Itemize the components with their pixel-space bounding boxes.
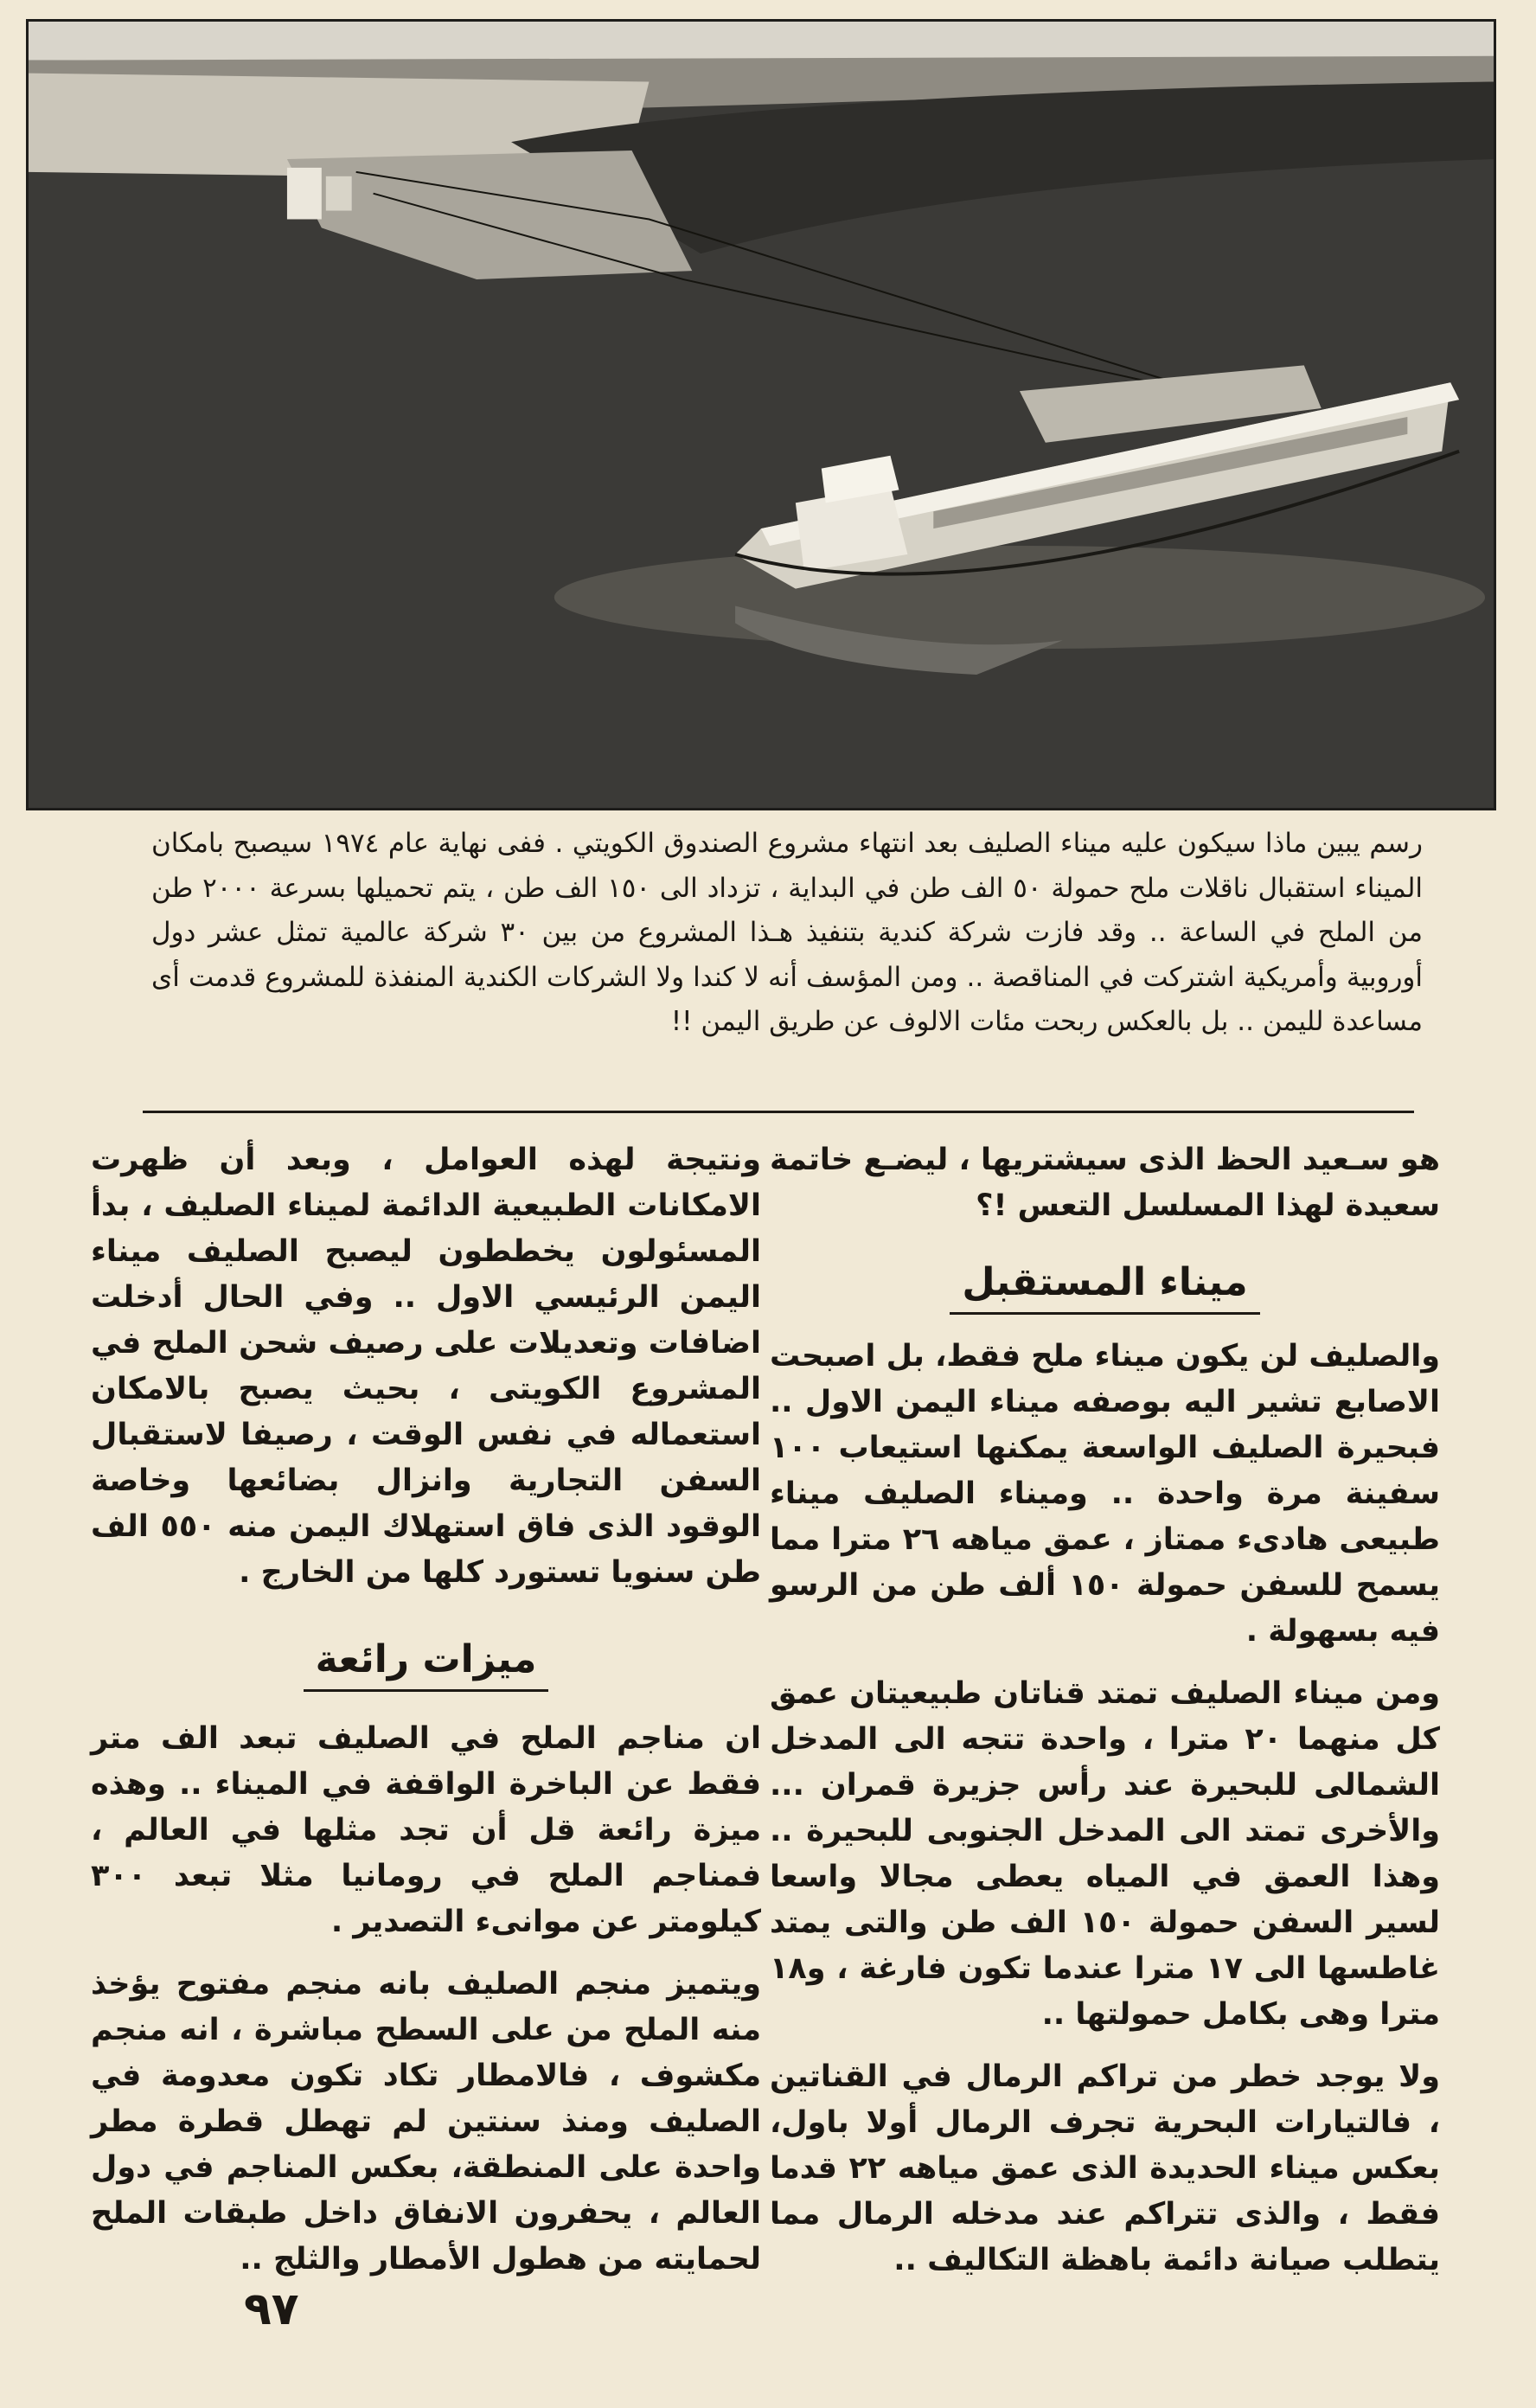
page-number: ٩٧ [244, 2283, 299, 2335]
column-intro-paragraph: ونتيجة لهذه العوامل ، وبعد أن ظهرت الامكانات الطبيعية الدائمة لميناء الصليف ، بدأ المسئولون يخططون ليصبح الصليف ميناء اليمن الرئيسي الاول .. وفي الحال أدخلت اضافات وتعديلات على رصيف شحن الملح في المشروع الكويتى ، بحيث يصبح بالامكان استعماله في نفس الوقت ، رصيفا لاستقبال السفن التجارية وانزال بضائعها وخاصة الوقود الذى فاق استهلاك اليمن منه ٥٥٠ الف طن سنويا تستورد كلها من الخارج . [91, 1143, 761, 1590]
article-column-left [91, 1137, 761, 2283]
body-paragraph: ولا يوجد خطر من تراكم الرمال في القناتين ، فالتيارات البحرية تجرف الرمال أولا باول، بعكس ميناء الحديدة الذى عمق مياهه ٢٢ قدما فقط ، والذى تتراكم عند مدخله الرمال مما يتطلب صيانة دائمة باهظة التكاليف .. [770, 2059, 1440, 2277]
body-paragraph: والصليف لن يكون ميناء ملح فقط، بل اصبحت الاصابع تشير اليه بوصفه ميناء اليمن الاول .. فبحيرة الصليف الواسعة يمكنها استيعاب ١٠٠ سفينة مرة واحدة .. وميناء الصليف ميناء طبيعى هادىء ممتاز ، عمق مياهه ٢٦ مترا مما يسمح للسفن حمولة ١٥٠ ألف طن من الرسو فيه بسهولة . [770, 1339, 1441, 1649]
port-ship-photo [26, 19, 1496, 810]
section-heading-text: ميزات رائعة [304, 1632, 549, 1692]
body-paragraph: ان مناجم الملح في الصليف تبعد الف متر فقط عن الباخرة الواقفة في الميناء .. وهذه ميزة رائعة قل أن تجد مثلها في العالم ، فمناجم الملح في رومانيا مثلا تبعد ٣٠٠ كيلومتر عن موانىء التصدير . [91, 1721, 761, 1939]
section-heading-future-port [770, 1255, 1440, 1315]
column-intro-paragraph: هو سـعيد الحظ الذى سيشتريها ، ليضـع خاتمة سعيدة لهذا المسلسل التعس !؟ [770, 1143, 1440, 1223]
body-paragraph: ويتميز منجم الصليف بانه منجم مفتوح يؤخذ منه الملح من على السطح مباشرة ، انه منجم مكشوف ، فالامطار تكاد تكون معدومة في الصليف ومنذ سنتين لم تهطل قطرة مطر واحدة على المنطقة، بعكس المناجم في دول العالم ، يحفرون الانفاق داخل طبقات الملح لحمايته من هطول الأمطار والثلج .. [91, 1967, 761, 2277]
photo-caption: رسم يبين ماذا سيكون عليه ميناء الصليف بعد انتهاء مشروع الصندوق الكويتي . ففى نهاية عام ١٩٧٤ سيصبح بامكان الميناء استقبال ناقلات ملح حمولة ٥٠ الف طن في البداية ، تزداد الى ١٥٠ الف طن ، يتم تحميلها بسرعة ٢٠٠٠ طن من الملح في الساعة .. وقد فازت شركة كندية بتنفيذ هـذا المشروع من بين ٣٠ شركة عالمية تمثل عشر دول أوروبية وأمريكية اشتركت في المناقصة .. ومن المؤسف أنه لا كندا ولا الشركات الكندية المنفذة للمشروع قدمت أى مساعدة لليمن .. بل بالعكس ربحت مئات الالوف عن طريق اليمن !! [151, 828, 1424, 1037]
article-column-right [770, 1137, 1440, 2283]
section-heading-text: ميناء المستقبل [950, 1255, 1259, 1315]
section-heading-great-features [91, 1632, 761, 1692]
body-paragraph: ومن ميناء الصليف تمتد قناتان طبيعيتان عمق كل منهما ٢٠ مترا ، واحدة تتجه الى المدخل الشمالى للبحيرة عند رأس جزيرة قمران ... والأخرى تمتد الى المدخل الجنوبى للبحيرة .. وهذا العمق في المياه يعطى مجالا واسعا لسير السفن حمولة ١٥٠ الف طن والتى يمتد غاطسها الى ١٧ مترا عندما تكون فارغة ، و١٨ مترا وهى بكامل حمولتها .. [770, 1676, 1441, 2032]
section-divider [143, 1111, 1414, 1113]
